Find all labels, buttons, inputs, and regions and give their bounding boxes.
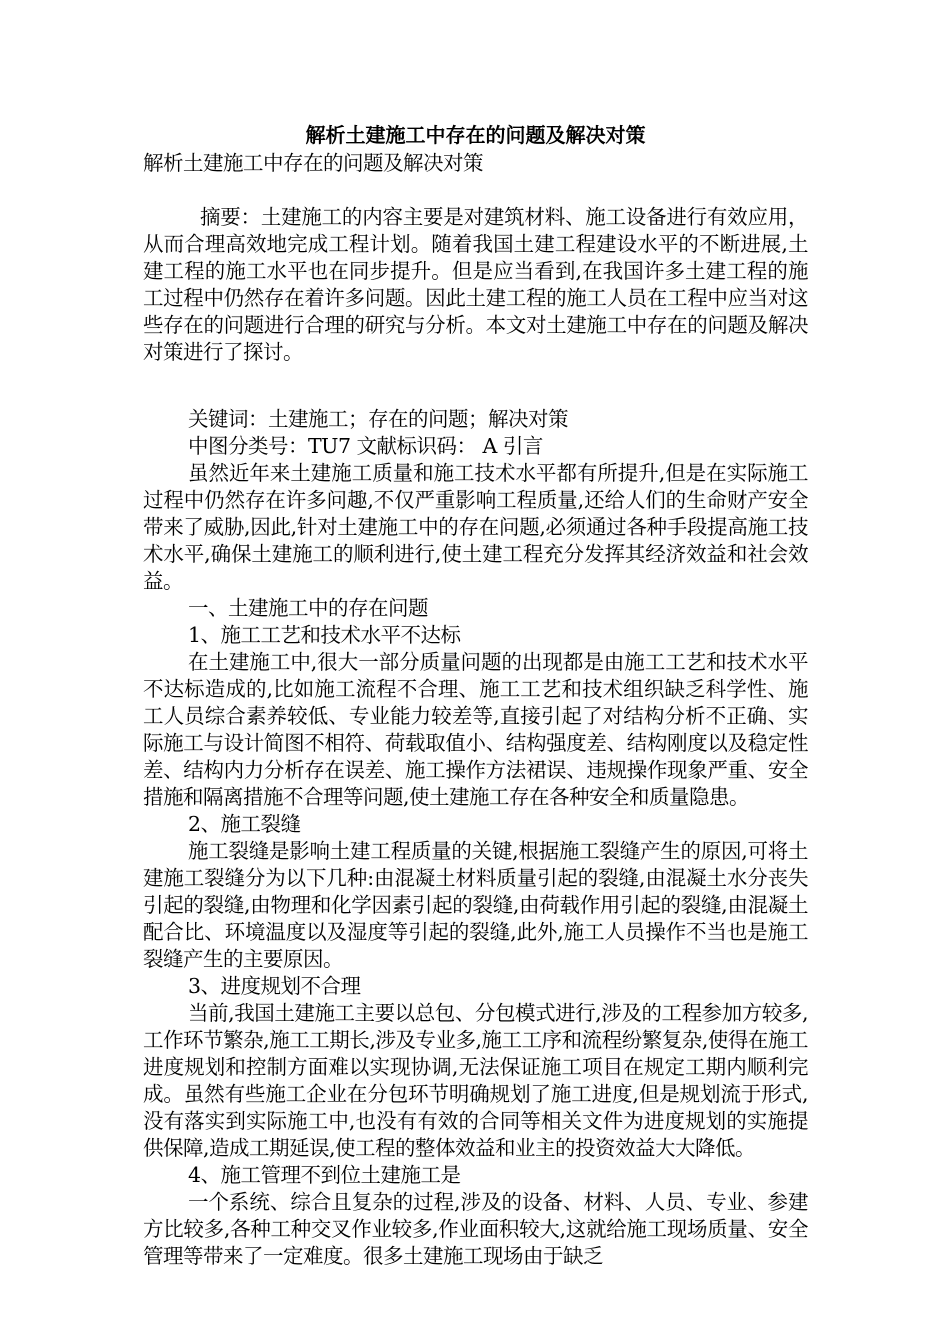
subsection-heading-2: 2、施工裂缝 bbox=[188, 812, 301, 836]
section-heading: 一、土建施工中的存在问题 bbox=[188, 596, 428, 620]
subsection-heading-3: 3、进度规划不合理 bbox=[188, 974, 361, 998]
subsection-body-3: 当前,我国土建施工主要以总包、分包模式进行,涉及的工程参加方较多,工作环节繁杂,施工工期长,涉及专业多,施工工序和流程纷繁复杂,使得在施工进度规划和控制方面难以实现协调,无法保证施工项目在规定工期内顺利完成。虽然有些施工企业在分包环节明确规划了施工进度,但是规划流于形式,没有落实到实际施工中,也没有有效的合同等相关文件为进度规划的实施提供保障,造成工期延误,使工程的整体效益和业主的投资效益大大降低。 bbox=[143, 1001, 808, 1160]
intro-paragraph: 虽然近年来土建施工质量和施工技术水平都有所提升,但是在实际施工过程中仍然存在许多问趣,不仅严重影响工程质量,还给人们的生命财产安全带来了威胁,因此,针对土建施工中的存在问题,必须通过各种手段提高施工技术水平,确保土建施工的顺利进行,使土建工程充分发挥其经济效益和社会效益。 bbox=[143, 461, 808, 593]
keywords-line: 关键词：土建施工；存在的问题；解决对策 bbox=[188, 407, 568, 431]
classification-line: 中图分类号：TU7 文献标识码： A 引言 bbox=[188, 434, 543, 458]
subsection-body-1: 在土建施工中,很大一部分质量问题的出现都是由施工工艺和技术水平不达标造成的,比如施工流程不合理、施工工艺和技术组织缺乏科学性、施工人员综合素养较低、专业能力较差等,直接引起了对结构分析不正确、实际施工与设计简图不相符、荷载取值小、结构强度差、结构刚度以及稳定性差、结构内力分析存在误差、施工操作方法裙误、违规操作现象严重、安全措施和隔离措施不合理等问题,使土建施工存在各种安全和质量隐患。 bbox=[143, 650, 808, 809]
subsection-heading-1: 1、施工工艺和技术水平不达标 bbox=[188, 623, 461, 647]
subsection-body-4: 一个系统、综合且复杂的过程,涉及的设备、材料、人员、专业、参建方比较多,各种工种交叉作业较多,作业面积较大,这就给施工现场质量、安全管理等带来了一定难度。很多土建施工现场由于缺乏 bbox=[143, 1190, 808, 1268]
document-subtitle: 解析土建施工中存在的问题及解决对策 bbox=[143, 151, 483, 175]
subsection-body-2: 施工裂缝是影响土建工程质量的关键,根据施工裂缝产生的原因,可将土建施工裂缝分为以下几种:由混凝土材料质量引起的裂缝,由混凝土水分丧失引起的裂缝,由物理和化学因素引起的裂缝,由荷载作用引起的裂缝,由混凝土配合比、环境温度以及湿度等引起的裂缝,此外,施工人员操作不当也是施工裂缝产生的主要原因。 bbox=[143, 839, 808, 971]
subsection-heading-4: 4、施工管理不到位土建施工是 bbox=[188, 1163, 461, 1187]
document-title: 解析土建施工中存在的问题及解决对策 bbox=[305, 123, 646, 147]
abstract-paragraph: 摘要：土建施工的内容主要是对建筑材料、施工设备进行有效应用，从而合理高效地完成工程计划。随着我国土建工程建设水平的不断进展,土建工程的施工水平也在同步提升。但是应当看到,在我国许多土建工程的施工过程中仍然存在着许多问题。因此土建工程的施工人员在工程中应当对这些存在的问题进行合理的研究与分析。本文对土建施工中存在的问题及解决对策进行了探讨。 bbox=[143, 205, 808, 364]
